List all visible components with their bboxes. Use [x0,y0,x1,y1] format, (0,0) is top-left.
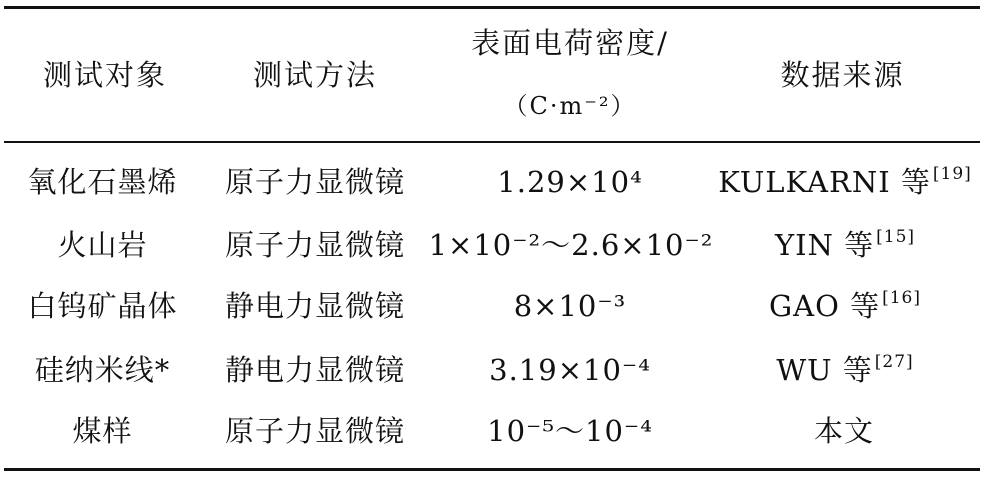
row-4-subject: 硅纳米线* [34,353,171,387]
row-3-method: 静电力显微镜 [224,289,405,323]
row-3-source-ref: [16] [882,288,921,308]
row-3-source-name: GAO 等 [768,289,881,323]
row-5-method: 原子力显微镜 [224,414,405,448]
row-4-density: 3.19×10⁻⁴ [489,353,651,387]
bottom-rule [4,468,980,471]
header-source: 数据来源 [780,58,905,92]
row-2-subject: 火山岩 [57,228,148,262]
row-1-source-ref: [19] [932,164,972,184]
row-3-subject: 白钨矿晶体 [27,289,178,323]
row-2-source-name: YIN 等 [774,228,875,262]
header-subject: 测试对象 [42,58,167,92]
top-rule [4,6,980,9]
row-5-source-name: 本文 [813,414,874,448]
header-density-unit: （C·m⁻²） [503,92,637,120]
row-5-source [705,413,985,454]
row-4-source [705,352,985,393]
header-density: 表面电荷密度/ [471,26,669,60]
row-1-density: 1.29×10⁴ [497,165,643,199]
row-1-method: 原子力显微镜 [224,165,405,199]
row-1-source-name: KULKARNI 等 [718,165,931,199]
row-2-density: 1×10⁻²～2.6×10⁻² [428,228,714,262]
row-1-source [705,164,985,205]
row-2-method: 原子力显微镜 [224,228,405,262]
row-4-method: 静电力显微镜 [224,353,405,387]
header-method: 测试方法 [252,58,377,92]
row-2-source-ref: [15] [876,227,916,247]
row-3-density: 8×10⁻³ [513,289,627,323]
row-3-source [705,288,985,329]
row-4-source-name: WU 等 [776,353,873,387]
row-5-density: 10⁻⁵～10⁻⁴ [487,414,653,448]
header-rule [4,141,980,143]
row-4-source-ref: [27] [874,352,914,372]
row-2-source [705,227,985,268]
row-1-subject: 氧化石墨烯 [27,165,178,199]
row-5-subject: 煤样 [72,414,133,448]
